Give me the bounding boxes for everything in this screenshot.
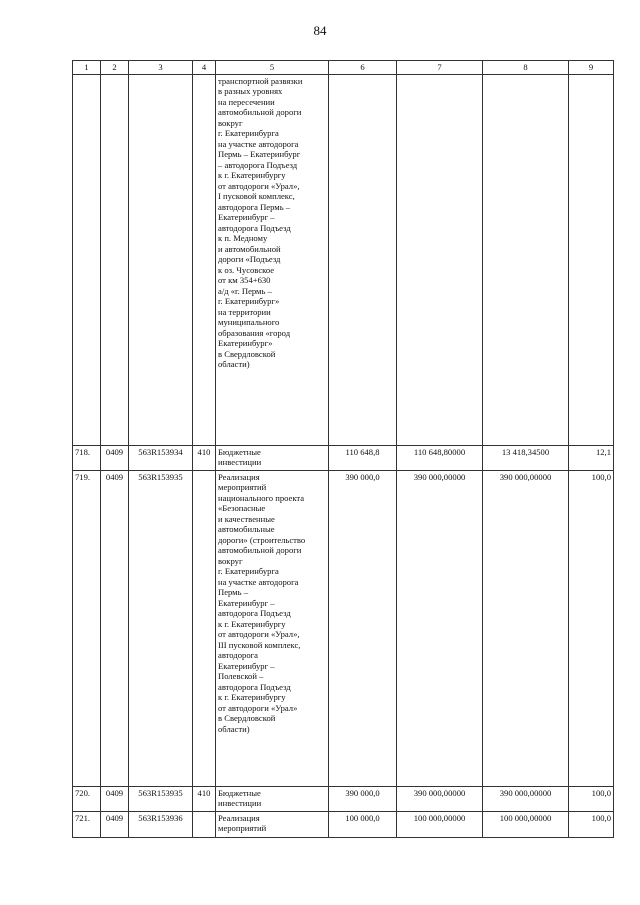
percent-cell: 100,0	[569, 470, 614, 786]
amount-planned-cell: 390 000,00000	[397, 786, 483, 811]
amount-executed-cell: 13 418,34500	[483, 445, 569, 470]
expense-type-cell	[193, 470, 216, 786]
amount-executed-cell: 390 000,00000	[483, 470, 569, 786]
section-code-cell: 0409	[101, 786, 129, 811]
amount-planned-cell	[397, 74, 483, 445]
target-article-cell: 563R153934	[129, 445, 193, 470]
table-row	[73, 470, 614, 786]
percent-cell	[569, 74, 614, 445]
row-number-cell: 721.	[73, 811, 101, 837]
header-cell: 8	[483, 61, 569, 75]
header-cell: 9	[569, 61, 614, 75]
expense-type-cell	[193, 74, 216, 445]
expense-type-cell: 410	[193, 445, 216, 470]
percent-cell: 100,0	[569, 786, 614, 811]
amount-executed-cell	[483, 74, 569, 445]
description-cell: Бюджетные инвестиции	[216, 786, 329, 811]
header-cell: 3	[129, 61, 193, 75]
amount-executed-cell: 390 000,00000	[483, 786, 569, 811]
header-cell: 6	[329, 61, 397, 75]
description-cell: транспортной развязки в разных уровнях на пересечении автомобильной дороги вокруг г. Екатеринбурга на участке автодорога Пермь – Екатеринбург – автодорога Подъезд к г. Екатеринбургу от автодороги «Урал», I пусковой комплекс, автодорога Пермь – Екатеринбург – автодорога Подъезд к п. Медному и автомобильной дороги «Подъезд к оз. Чусовское от км 354+630 а/д «г. Пермь – г. Екатеринбург» на территории муниципального образования «город Екатеринбург» в Свердловской области)	[216, 74, 329, 445]
section-code-cell	[101, 74, 129, 445]
table-row	[73, 811, 614, 837]
header-cell: 5	[216, 61, 329, 75]
section-code-cell: 0409	[101, 445, 129, 470]
description-cell: Реализация мероприятий национального проекта «Безопасные и качественные автомобильные дороги» (строительство автомобильной дороги вокруг г. Екатеринбурга на участке автодорога Пермь – Екатеринбург – автодорога Подъезд к г. Екатеринбургу от автодороги «Урал», III пусковой комплекс, автодорога Екатеринбург – Полевской – автодорога Подъезд к г. Екатеринбургу от автодороги «Урал» в Свердловской области)	[216, 470, 329, 786]
amount-planned-cell: 100 000,00000	[397, 811, 483, 837]
target-article-cell: 563R153935	[129, 470, 193, 786]
header-cell: 4	[193, 61, 216, 75]
description-cell: Реализация мероприятий	[216, 811, 329, 837]
table-row	[73, 445, 614, 470]
amount-planned-cell: 110 648,80000	[397, 445, 483, 470]
table-row	[73, 74, 614, 445]
budget-table	[72, 60, 614, 838]
amount-approved-cell	[329, 74, 397, 445]
section-code-cell: 0409	[101, 470, 129, 786]
amount-executed-cell: 100 000,00000	[483, 811, 569, 837]
header-cell: 2	[101, 61, 129, 75]
amount-planned-cell: 390 000,00000	[397, 470, 483, 786]
description-cell: Бюджетные инвестиции	[216, 445, 329, 470]
row-number-cell: 718.	[73, 445, 101, 470]
amount-approved-cell: 100 000,0	[329, 811, 397, 837]
row-number-cell	[73, 74, 101, 445]
row-number-cell: 719.	[73, 470, 101, 786]
table-header-row	[73, 61, 614, 75]
target-article-cell: 563R153936	[129, 811, 193, 837]
header-cell: 7	[397, 61, 483, 75]
amount-approved-cell: 110 648,8	[329, 445, 397, 470]
percent-cell: 12,1	[569, 445, 614, 470]
expense-type-cell: 410	[193, 786, 216, 811]
amount-approved-cell: 390 000,0	[329, 786, 397, 811]
row-number-cell: 720.	[73, 786, 101, 811]
amount-approved-cell: 390 000,0	[329, 470, 397, 786]
header-cell: 1	[73, 61, 101, 75]
target-article-cell: 563R153935	[129, 786, 193, 811]
target-article-cell	[129, 74, 193, 445]
section-code-cell: 0409	[101, 811, 129, 837]
expense-type-cell	[193, 811, 216, 837]
page-number: 84	[313, 23, 327, 38]
percent-cell: 100,0	[569, 811, 614, 837]
table-row	[73, 786, 614, 811]
